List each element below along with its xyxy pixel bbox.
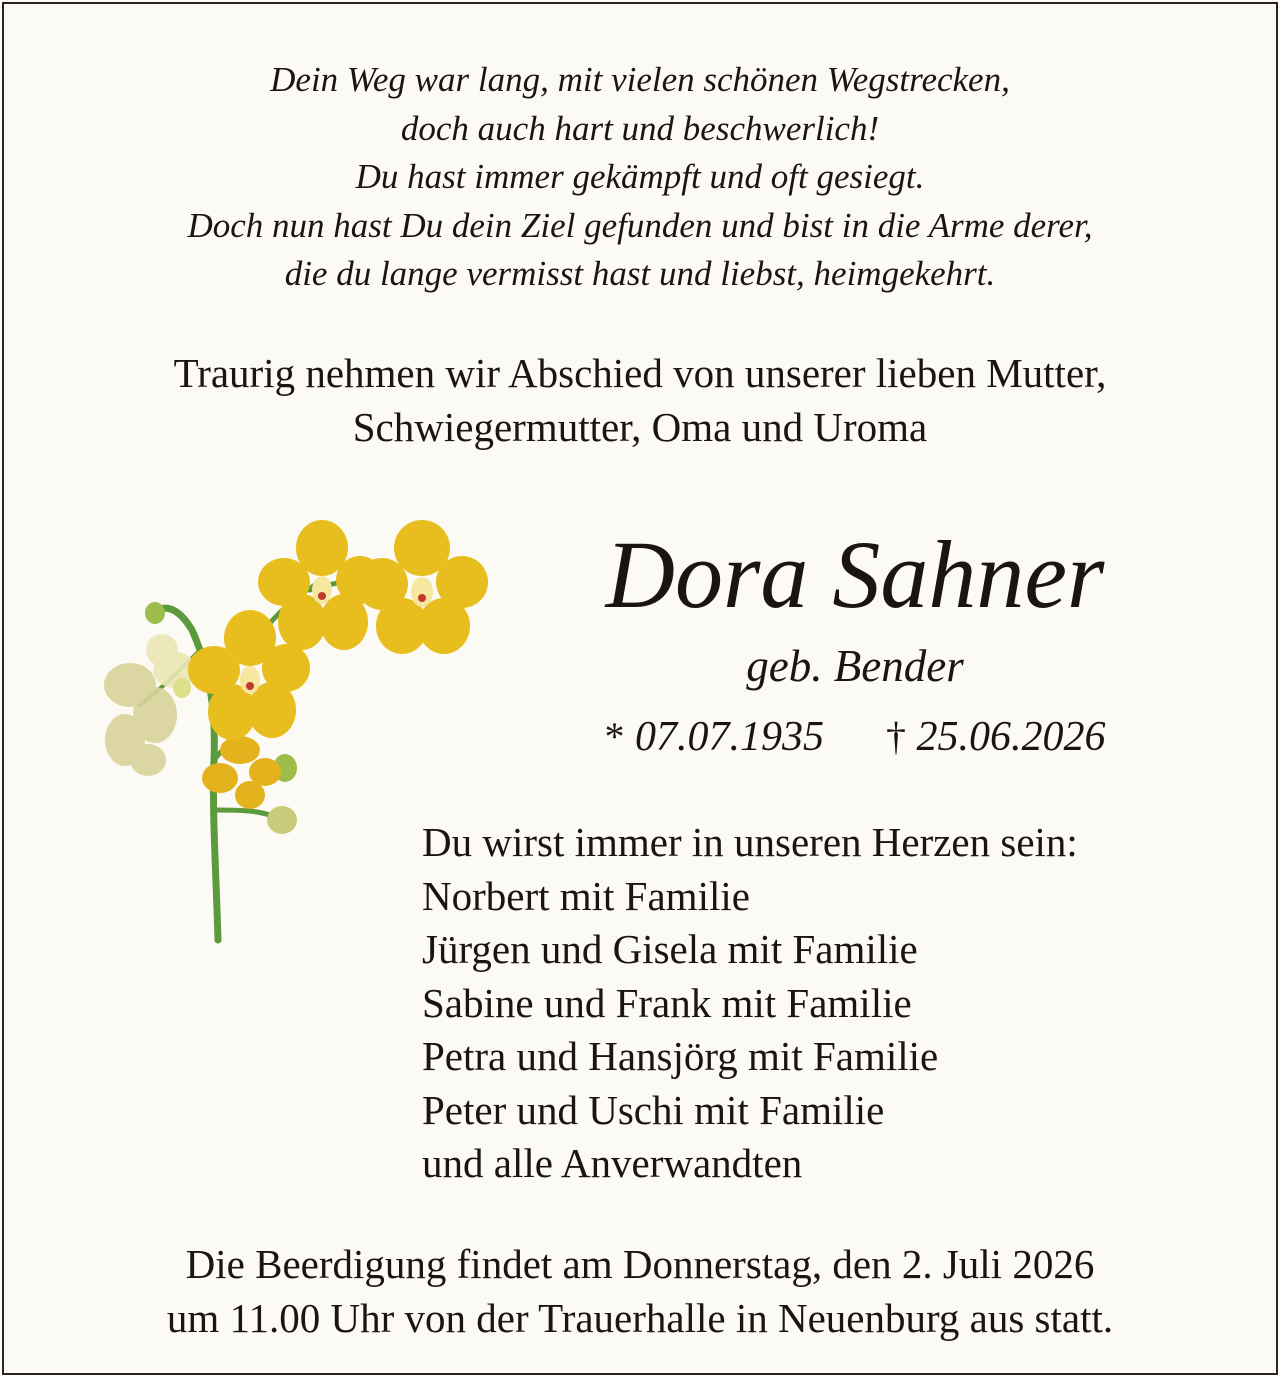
funeral-notice [0, 1237, 1280, 1345]
poem-line: doch auch hart und beschwerlich! [400, 108, 880, 148]
intro-line: Schwiegermutter, Oma und Uroma [352, 404, 928, 450]
mourners-heading: Du wirst immer in unseren Herzen sein: [422, 819, 1078, 865]
farewell-intro [0, 346, 1280, 454]
mourner-entry: Jürgen und Gisela mit Familie [422, 926, 918, 972]
mourner-entry: Petra und Hansjörg mit Familie [422, 1033, 939, 1079]
mourner-entry: Sabine und Frank mit Familie [422, 979, 912, 1026]
deceased-name: Dora Sahner [605, 521, 1105, 628]
mourner-entry: Peter und Uschi mit Familie [422, 1086, 885, 1133]
poem-line: Dein Weg war lang, mit vielen schönen Wegstrecken, [270, 60, 1010, 99]
death-symbol: † [886, 714, 906, 759]
intro-line: Traurig nehmen wir Abschied von unserer lieben Mutter, [173, 350, 1107, 396]
birth-symbol: * [604, 714, 625, 759]
mourner-entry: und alle Anverwandten [422, 1140, 803, 1186]
birth-name: geb. Bender [746, 641, 964, 691]
funeral-line: Die Beerdigung findet am Donnerstag, den 2. Juli 2026 [185, 1241, 1095, 1287]
funeral-line: um 11.00 Uhr von der Trauerhalle in Neuenburg aus statt. [166, 1295, 1114, 1341]
poem [0, 56, 1280, 299]
mourner-entry: Norbert mit Familie [422, 872, 750, 919]
poem-line: Du hast immer gekämpft und oft gesiegt. [355, 157, 925, 196]
mourners-list [422, 816, 1078, 1191]
birth-date: 07.07.1935 [635, 714, 824, 760]
poem-line: die du lange vermisst hast und liebst, heimgekehrt. [284, 254, 996, 293]
poem-line: Doch nun hast Du dein Ziel gefunden und bist in die Arme derer, [187, 205, 1093, 245]
death-date: 25.06.2026 [916, 714, 1106, 760]
life-dates [560, 710, 1150, 764]
